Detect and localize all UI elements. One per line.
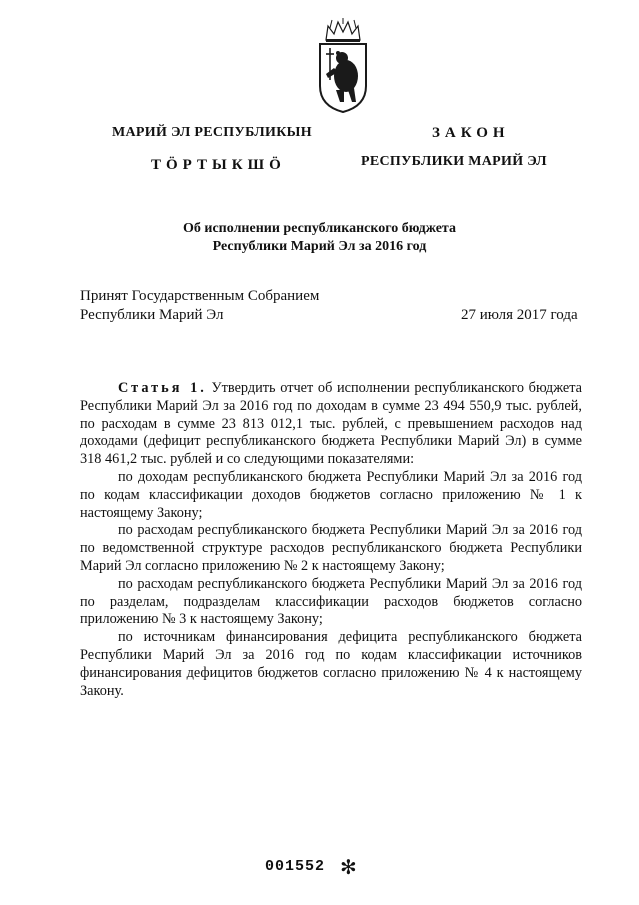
article-item: по расходам республиканского бюджета Республики Марий Эл за 2016 год по разделам, подразделам классификации расходов бюджетов согласно приложению № 3 к настоящему Закону; — [80, 575, 582, 628]
article-item: по доходам республиканского бюджета Республики Марий Эл за 2016 год по кодам классификации доходов бюджетов согласно приложению № 1 к настоящему Закону; — [80, 468, 582, 521]
crown-icon — [326, 18, 360, 42]
document-title-line-2: Республики Марий Эл за 2016 год — [212, 239, 427, 254]
header-left-line-2: ТӦРТЫКШӦ — [151, 157, 286, 173]
adopted-by-line-2: Республики Марий Эл — [80, 307, 224, 323]
serial-number: 001552 — [265, 858, 326, 875]
article-item: по источникам финансирования дефицита республиканского бюджета Республики Марий Эл за 2016 год по кодам классификации источников финансирования дефицитов бюджетов согласно приложению № 4 к настоящему Закону. — [80, 629, 582, 699]
header-left-line-1: МАРИЙ ЭЛ РЕСПУБЛИКЫН — [112, 125, 312, 140]
article-intro-text: Утвердить отчет об исполнении республиканского бюджета Республики Марий Эл за 2016 год по доходам в сумме 23 494 550,9 тыс. рублей, по расходам в сумме 23 813 012,1 тыс. рублей, с превышением расходов над доходами (дефицит республиканского бюджета Республики Марий Эл) в сумме 318 461,2 тыс. рублей и со следующими показателями: — [80, 380, 582, 468]
article-intro-paragraph — [80, 380, 582, 469]
header-right-line-1: ЗАКОН — [432, 125, 510, 141]
header-right-line-2: РЕСПУБЛИКИ МАРИЙ ЭЛ — [361, 154, 547, 169]
article-label: Статья 1. — [118, 380, 207, 396]
document-title-line-1: Об исполнении республиканского бюджета — [183, 221, 456, 236]
article-item: по расходам республиканского бюджета Республики Марий Эл за 2016 год по ведомственной структуре расходов республиканского бюджета Республики Марий Эл согласно приложению № 2 к настоящему Закону; — [80, 522, 582, 574]
article-body — [80, 380, 582, 700]
adoption-date: 27 июля 2017 года — [461, 307, 578, 323]
asterisk-mark-icon: ✻ — [340, 855, 357, 879]
adopted-by-line-1: Принят Государственным Собранием — [80, 288, 320, 304]
coat-of-arms-icon — [316, 18, 370, 114]
